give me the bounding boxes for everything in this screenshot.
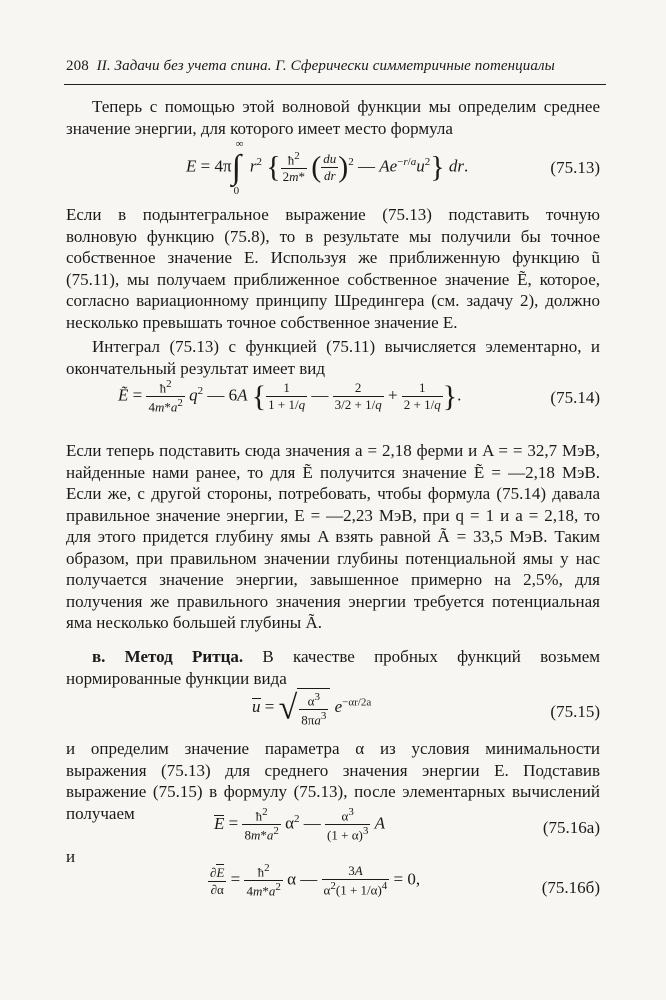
paragraph-text: В качестве пробных функций возьмем нормированные функции вида [66,647,601,688]
equation-number: (75.14) [550,388,600,407]
equation-number: (75.15) [550,702,600,721]
equation-75-16b: $\frac{\partial E}{\partial\alpha}$ = $\frac{ħ^2}{4m*a^2}$ α — $\frac{3A}{\alpha^2(1 + 1/\alpha)^4}$ = 0, [210,862,421,899]
header-rule [64,84,606,85]
paragraph-variational [66,204,600,333]
equation-75-16a: E = $\frac{ħ^2}{8m*a^2}$ $\alpha^2$ — $\frac{\alpha^3}{(1 + \alpha)^3}$ A [214,806,385,843]
paragraph-text: Если теперь подставить сюда значения a = 2,18 ферми и A = = 32,7 МэВ, найденные нами ранее, то для Ẽ получится значение Ẽ = —2,18 МэВ. Если же, с другой стороны, потребовать, чтобы формула (75.14) давала правильное значение энергии, E = —2,23 МэВ, при q = 1 и a = 2,18, то для этого придется глубину ямы A взять равной Ã = 33,5 МэВ. Таким образом, при правильном значении глубины потенциальной ямы у нас получается значение энергии, завышенное примерно на 2,5%, для получения же правильного значения энергии требуется потенциальная яма несколько большей глубины Ã. [66,441,600,632]
paragraph-text: и [66,847,76,866]
equation-75-13: E = 4π∫ ∞ 0 $r^2$ { $\frac{ħ^2}{2m*}$ ( $\frac{du}{dr}$ )$^2$ — $Ae^{-r/a}u^2$} dr. [186,137,469,197]
equation-75-15: u = √ $\frac{\alpha^3}{8\pi a^3}$ $e^{-\alpha r/2a}$ [252,689,372,728]
paragraph-text: Теперь с помощью этой волновой функции мы определим среднее значение энергии, для которого имеет место формула [66,97,600,138]
paragraph-numerical [66,440,600,634]
running-header [66,58,606,75]
running-title: II. Задачи без учета спина. Г. Сферически симметричные потенциалы [96,58,555,74]
paragraph-ritz [66,646,600,689]
paragraph-text: и определим значение параметра α из условия минимальности выражения (75.13) для среднего значения энергии E. Подставив выражение (75.15) в формулу (75.13), после элементарных вычислений получаем [66,739,600,823]
paragraph-text: Если в подынтегральное выражение (75.13) подставить точную волновую функцию (75.8), то в результате мы получили бы точное собственное значение E. Используя же приближенную функцию ũ (75.11), мы получаем приближенное собственное значение Ẽ, которое, согласно вариационному принципу Шредингера (см. задачу 2), должно несколько превышать точное собственное значение E. [66,205,600,332]
section-heading: в. Метод Ритца. [92,647,244,666]
paragraph-intro [66,96,600,139]
equation-75-14: Ẽ = $\frac{ħ^2}{4m*a^2}$ $q^2$ — 6A { $\frac{1}{1 + 1/q}$ — $\frac{2}{3/2 + 1/q}$ + $\frac{1}{2 + 1/q}$ }. [118,378,462,415]
paragraph-integral [66,336,600,379]
equation-number: (75.16б) [541,878,600,897]
equation-number: (75.16а) [542,818,600,837]
equation-number: (75.13) [550,158,600,177]
paragraph-text: Интеграл (75.13) с функцией (75.11) вычисляется элементарно, и окончательный результат имеет вид [66,337,600,378]
page-number: 208 [66,58,89,74]
